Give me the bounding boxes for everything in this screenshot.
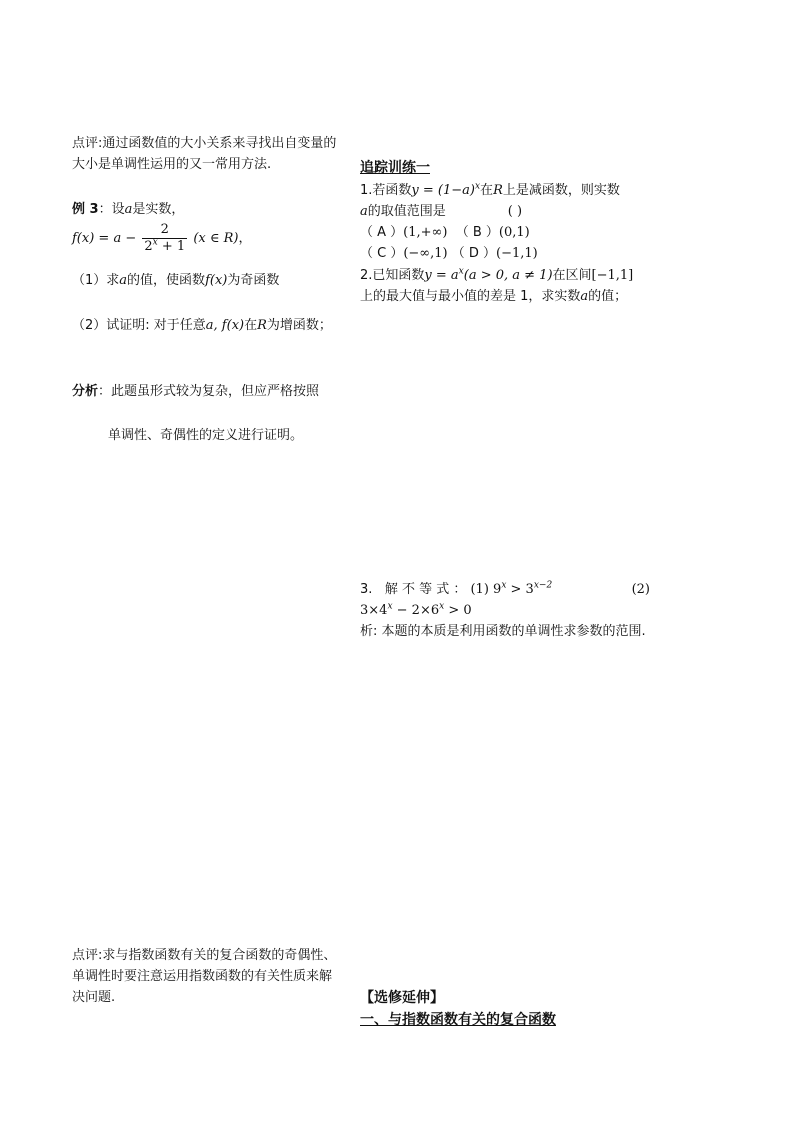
example-3-intro: 例 3：设a是实数，	[72, 202, 185, 217]
problem-2: 2.已知函数$y = a^x(a > 0$, a ≠ 1)在区间[−1,1] 上的最大值与最小值的差是 1，求实数a的值；	[360, 266, 634, 304]
comment-1: 点评:通过函数值的大小关系来寻找出自变量的大小是单调性运用的又一常用方法.	[72, 136, 337, 172]
options-ab: （ A ）(1,+∞) （ B ）(0,1)	[360, 225, 530, 240]
comment-2: 点评:求与指数函数有关的复合函数的奇偶性、单调性时要注意运用指数函数的有关性质来解决问题.	[72, 948, 337, 1005]
question-1: （1）求a的值，使函数f(x)为奇函数	[72, 273, 280, 288]
section-subtitle: 一、与指数函数有关的复合函数	[360, 1012, 556, 1028]
example-3-label: 例 3	[72, 202, 99, 217]
problem-3: 3. 解 不 等 式 ： (1) $9^x > 3^{x-2}$ (2) $3\times 4^x - 2\times 6^x > 0$ 析: 本题的本质是利用函数的单调性求参数的范围.	[360, 579, 650, 642]
problem-3-analysis: 析: 本题的本质是利用函数的单调性求参数的范围.	[360, 624, 646, 639]
fraction: $\frac{2}{2^x + 1}$	[144, 222, 186, 254]
options-cd: （ C ）(−∞,1) （ D ）(−1,1)	[360, 246, 538, 261]
problem-1: 1.若函数$y = (1-a)^x$在R上是减函数，则实数 a的取值范围是 ( ) （ A ）(1,+∞) （ B ）(0,1) （ C ）(−∞,1) （ D ）(−1,1)	[360, 180, 650, 264]
section-title: 【选修延伸】	[360, 990, 444, 1006]
example-3-formula: f(x) = a − $\frac{2}{2^x + 1}$ (x ∈ R)，	[72, 222, 252, 254]
analysis: 分析：此题虽形式较为复杂，但应严格按照 单调性、奇偶性的定义进行证明。	[72, 384, 320, 443]
question-2: （2）试证明: 对于任意a, f(x)在R为增函数；	[72, 318, 332, 333]
exercise-heading: 追踪训练一	[360, 160, 430, 176]
